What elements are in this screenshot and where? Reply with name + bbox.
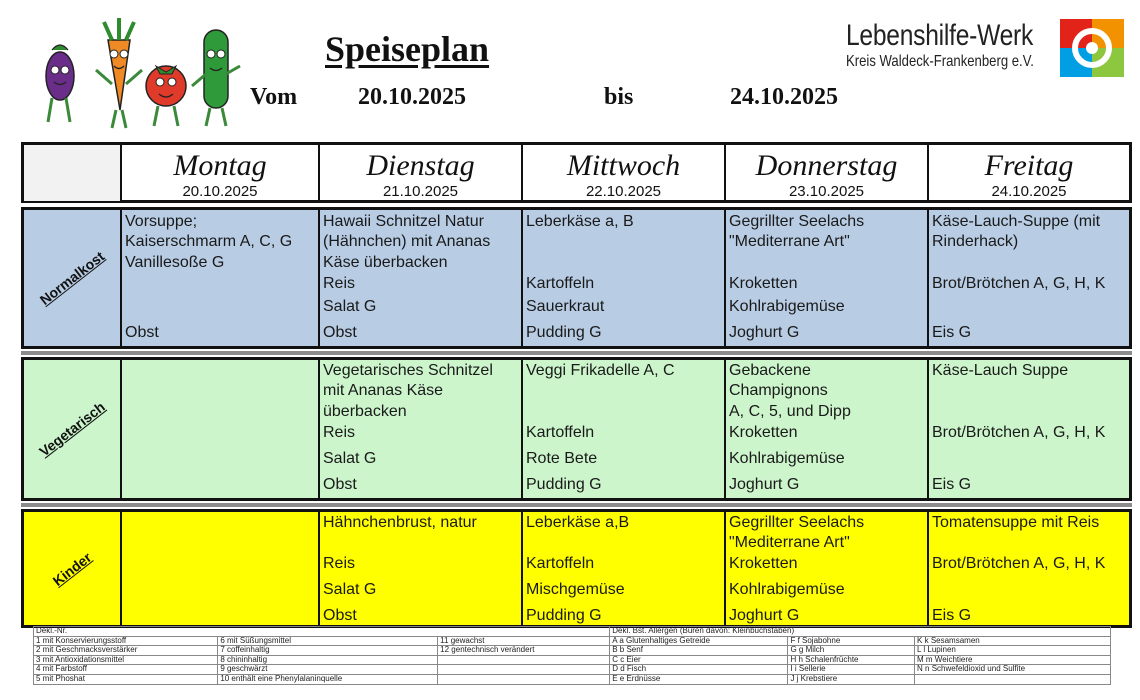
legend-cell: K k Sesamsamen [915, 636, 1111, 646]
menu-item: Obst [323, 607, 357, 624]
legend-cell: J j Krebstiere [788, 674, 915, 684]
menu-item: Obst [125, 324, 159, 341]
menu-item: Kroketten [729, 275, 798, 292]
day-date: 21.10.2025 [382, 183, 459, 200]
legend-cell: 11 gewachst [438, 636, 610, 646]
menu-item: Leberkäse a, B [526, 213, 634, 230]
menu-item: Reis [323, 555, 356, 572]
legend-cell [438, 674, 610, 684]
menu-item: Tomatensuppe mit Reis [932, 514, 1100, 531]
from-date: 20.10.2025 [358, 84, 466, 110]
legend-cell: 8 chininhaltig [218, 655, 438, 665]
day-header-cell [120, 145, 318, 201]
menu-item: Pudding G [526, 324, 602, 341]
day-name: Donnerstag [755, 149, 898, 182]
section-label: Vegetarisch [36, 398, 108, 460]
day-name: Montag [173, 149, 267, 182]
day-date: 24.10.2025 [991, 183, 1067, 200]
menu-item: Obst [323, 476, 357, 493]
menu-item: Kartoffeln [526, 275, 595, 292]
menu-item: Leberkäse a,B [526, 514, 630, 531]
day-header-cell [724, 145, 927, 201]
day-date: 20.10.2025 [182, 183, 258, 200]
section-divider [21, 351, 1132, 355]
menu-cell [724, 210, 927, 346]
menu-item: "Mediterrane Art" [729, 233, 850, 250]
menu-item: Hawaii Schnitzel Natur [323, 213, 484, 230]
menu-item: Brot/Brötchen A, G, H, K [932, 555, 1106, 572]
menu-item: Sauerkraut [526, 298, 605, 315]
menu-item: Kartoffeln [526, 424, 595, 441]
legend-cell: M m Weichtiere [915, 655, 1111, 665]
menu-item: Gegrillter Seelachs [729, 213, 865, 230]
menu-item: Gegrillter Seelachs [729, 514, 865, 531]
legend-cell: F f Sojabohne [788, 636, 915, 646]
section-divider [21, 503, 1132, 507]
vegetable-characters-illustration [38, 14, 250, 132]
day-header-cell [521, 145, 724, 201]
menu-item: Vanillesoße G [125, 254, 225, 271]
legend-cell: 3 mit Antioxidationsmittel [34, 655, 218, 665]
additives-header: Dekl.-Nr. [34, 627, 610, 637]
menu-item: Rote Bete [526, 450, 598, 467]
day-date: 23.10.2025 [788, 183, 865, 200]
legend-cell [915, 674, 1111, 684]
menu-cell [120, 512, 318, 625]
menu-item: Käse-Lauch-Suppe (mit [932, 213, 1101, 230]
menu-item: Reis [323, 424, 356, 441]
legend-cell: 10 enthält eine Phenylalaninquelle [218, 674, 438, 684]
legend-cell: D d Fisch [610, 665, 788, 675]
legend-row [34, 665, 1111, 675]
legend-cell [438, 665, 610, 675]
menu-item: Eis G [932, 607, 972, 624]
section-label-cell [24, 360, 120, 498]
menu-item: Salat G [323, 450, 377, 467]
menu-item: Joghurt G [729, 476, 800, 493]
menu-cell [927, 512, 1129, 625]
menu-cell [318, 512, 521, 625]
menu-item: Champignons [729, 382, 828, 399]
menu-item: mit Ananas Käse [323, 382, 444, 399]
legend-cell: I i Sellerie [788, 665, 915, 675]
to-date: 24.10.2025 [730, 84, 838, 110]
menu-item: Kroketten [729, 424, 798, 441]
menu-item: Pudding G [526, 476, 602, 493]
allergens-header: Dekl. Bst. Allergen (Buren davon: Kleinbuchstaben) [610, 627, 1111, 637]
menu-item: Vegetarisches Schnitzel [323, 362, 493, 379]
menu-cell [318, 210, 521, 346]
menu-cell [318, 360, 521, 498]
legend-cell: 7 coffeinhaltig [218, 646, 438, 656]
lebenshilfe-logo-icon [1060, 19, 1124, 77]
legend-cell: E e Erdnüsse [610, 674, 788, 684]
brand-subtitle: Kreis Waldeck-Frankenberg e.V. [846, 53, 1034, 70]
section-vegetarisch [21, 357, 1132, 501]
menu-cell [724, 360, 927, 498]
menu-item: Kroketten [729, 555, 798, 572]
menu-item: Kohlrabigemüse [729, 450, 845, 467]
menu-cell [521, 210, 724, 346]
corner-cell [24, 145, 120, 201]
menu-item: "Mediterrane Art" [729, 534, 850, 551]
day-date: 22.10.2025 [585, 183, 662, 200]
legend-cell: 6 mit Süßungsmittel [218, 636, 438, 646]
menu-item: Kartoffeln [526, 555, 595, 572]
menu-item: Kohlrabigemüse [729, 581, 845, 598]
legend-cell: 2 mit Geschmacksverstärker [34, 646, 218, 656]
menu-item: Brot/Brötchen A, G, H, K [932, 424, 1106, 441]
menu-item: Obst [323, 324, 357, 341]
legend-cell: 1 mit Konservierungsstoff [34, 636, 218, 646]
legend-cell: G g Milch [788, 646, 915, 656]
section-normalkost [21, 207, 1132, 349]
menu-cell [521, 512, 724, 625]
day-name: Freitag [984, 149, 1074, 182]
day-header-cell [927, 145, 1129, 201]
day-name: Dienstag [366, 149, 475, 182]
legend-cell: 5 mit Phoshat [34, 674, 218, 684]
menu-item: Brot/Brötchen A, G, H, K [932, 275, 1106, 292]
menu-item: (Hähnchen) mit Ananas [323, 233, 491, 250]
menu-item: Reis [323, 275, 356, 292]
menu-item: Joghurt G [729, 607, 800, 624]
section-label: Kinder [49, 548, 95, 589]
day-name: Mittwoch [566, 149, 681, 182]
menu-item: Eis G [932, 324, 972, 341]
section-label: Normalkost [36, 247, 108, 309]
menu-cell [521, 360, 724, 498]
menu-item: Joghurt G [729, 324, 800, 341]
to-label: bis [604, 84, 634, 110]
section-kinder [21, 509, 1132, 628]
menu-item: Hähnchenbrust, natur [323, 514, 477, 531]
menu-item: Mischgemüse [526, 581, 625, 598]
menu-item: A, C, 5, und Dipp [729, 403, 851, 420]
menu-cell [927, 360, 1129, 498]
menu-item: Salat G [323, 298, 377, 315]
legend-cell: C c Eier [610, 655, 788, 665]
legend-cell: N n Schwefeldioxid und Sulfite [915, 665, 1111, 675]
menu-item: Vorsuppe; [125, 213, 198, 230]
brand-name: Lebenshilfe-Werk [846, 19, 1034, 52]
section-label-cell [24, 512, 120, 625]
menu-item: Kaiserschmarm A, C, G [125, 233, 293, 250]
day-header-cell [318, 145, 521, 201]
menu-item: Pudding G [526, 607, 602, 624]
page-title: Speiseplan [325, 29, 490, 69]
legend-cell: H h Schalenfrüchte [788, 655, 915, 665]
menu-item: Kohlrabigemüse [729, 298, 845, 315]
menu-item: Veggi Frikadelle A, C [526, 362, 675, 379]
menu-cell [120, 210, 318, 346]
menu-item: überbacken [323, 403, 407, 420]
menu-item: Eis G [932, 476, 972, 493]
menu-item: Käse-Lauch Suppe [932, 362, 1069, 379]
legend-row [34, 646, 1111, 656]
menu-item: Gebackene [729, 362, 811, 379]
legend-cell: 12 gentechnisch verändert [438, 646, 610, 656]
menu-cell [724, 512, 927, 625]
legend-cell: A a Glutenhaltiges Getreide [610, 636, 788, 646]
legend-cell: L l Lupinen [915, 646, 1111, 656]
menu-cell [120, 360, 318, 498]
menu-cell [927, 210, 1129, 346]
legend-cell: 4 mit Farbstoff [34, 665, 218, 675]
menu-item: Käse überbacken [323, 254, 448, 271]
allergen-legend [33, 626, 1111, 683]
from-label: Vom [250, 84, 298, 110]
menu-item: Salat G [323, 581, 377, 598]
brand-block [846, 20, 1075, 71]
legend-row [34, 674, 1111, 684]
day-header-row [21, 142, 1132, 203]
menu-item: Rinderhack) [932, 233, 1019, 250]
legend-cell: B b Senf [610, 646, 788, 656]
legend-cell: 9 geschwärzt [218, 665, 438, 675]
legend-cell [438, 655, 610, 665]
section-label-cell [24, 210, 120, 346]
